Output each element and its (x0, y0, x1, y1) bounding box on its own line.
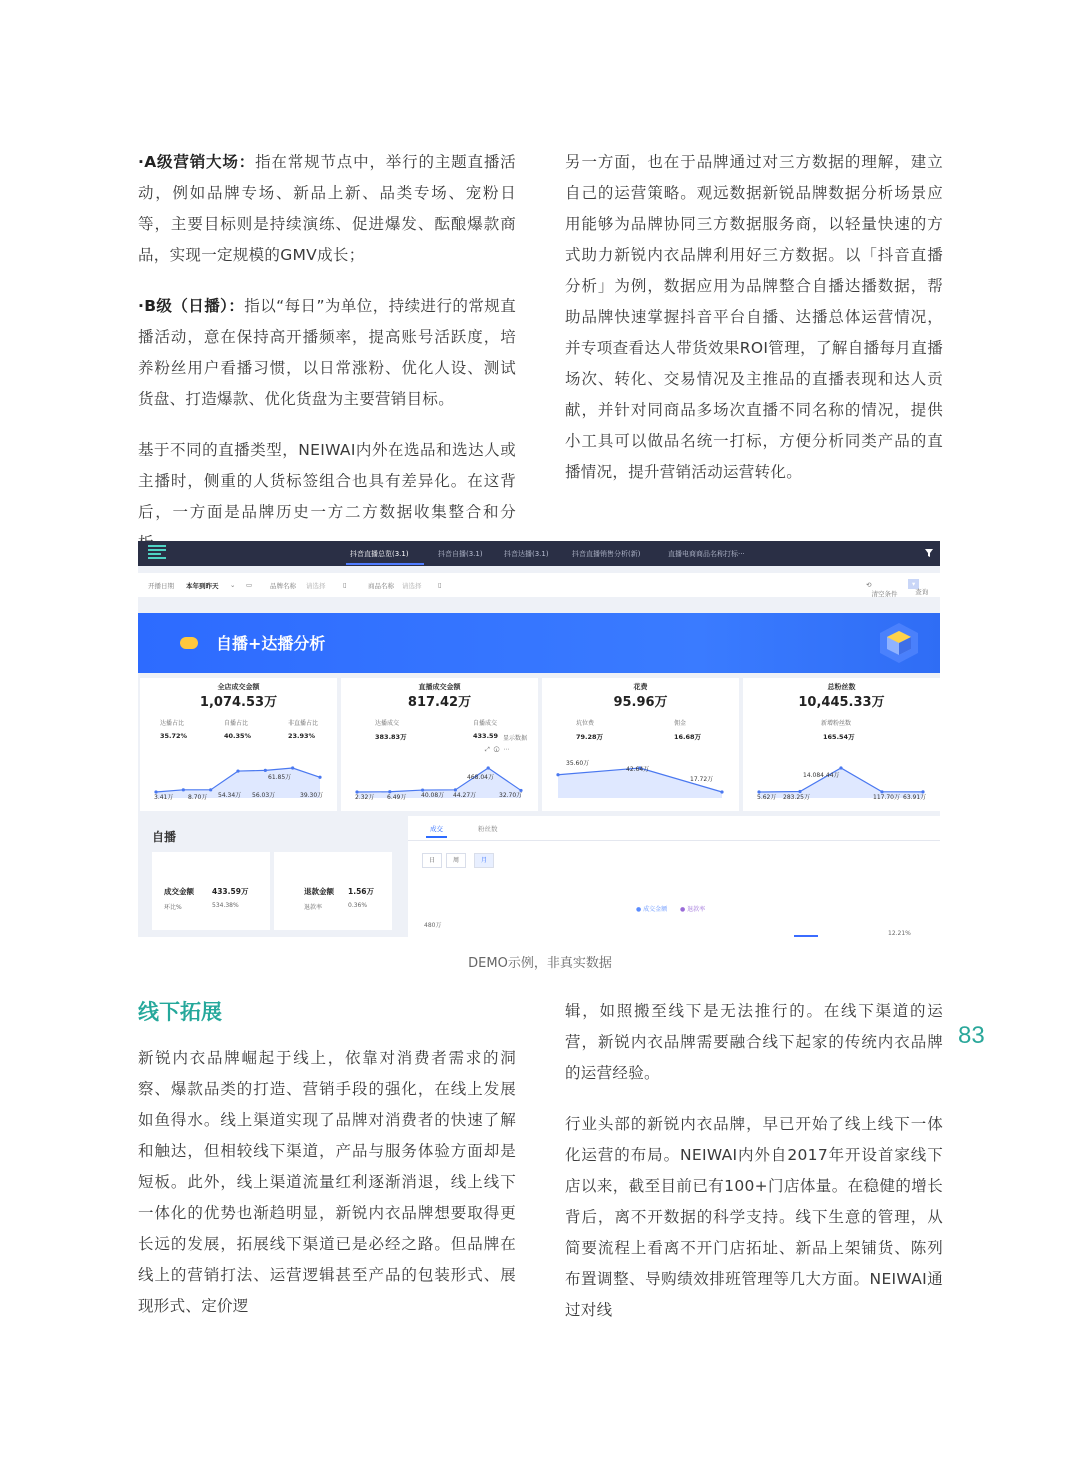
legend-sales-label: 成交金额 (643, 906, 668, 913)
kpi-value: 817.42万 (407, 695, 472, 710)
point-label: 44.27万 (453, 792, 477, 799)
metric-card-refund (274, 852, 392, 930)
right-axis-value: 12.21% (888, 930, 911, 937)
sparkline-point (182, 788, 185, 791)
show-data-label[interactable]: 显示数据 (503, 735, 528, 742)
point-label: 63.91万 (903, 794, 927, 801)
text-column-2 (565, 147, 943, 508)
sparkline-point (318, 776, 321, 779)
active-tab-indicator (346, 563, 424, 565)
point-label: 17.72万 (690, 776, 714, 783)
calendar-icon[interactable]: ▭ (246, 581, 253, 589)
menu-logo-icon[interactable] (148, 545, 166, 561)
kpi-title: 花费 (633, 683, 648, 691)
clear-conditions-label: 清空条件 (871, 590, 898, 598)
date-filter-label: 开播日期 (148, 582, 174, 590)
metric-value: 433.59万 (212, 887, 249, 896)
kpi-sub-label: 非直播占比 (288, 720, 319, 727)
point-label: 42.64万 (626, 766, 650, 773)
banner-title: 自播+达播分析 (216, 634, 326, 653)
kpi-sub-value: 433.59 (473, 732, 499, 740)
tab-sales[interactable]: 成交 (426, 824, 447, 838)
toolbar-icons[interactable]: ⤢ⓘ⋯ (485, 746, 514, 753)
kpi-title: 直播成交金额 (418, 683, 461, 691)
point-label: 56.03万 (252, 792, 276, 799)
point-label: 6.49万 (387, 794, 407, 801)
chevron-down-icon[interactable]: ⌄ (230, 581, 236, 589)
dashboard-filter-bar (138, 573, 940, 597)
legend-sales: ● 成交金额 (636, 906, 668, 913)
kpi-value: 1,074.53万 (199, 695, 278, 710)
tab-douyin-self[interactable]: 抖音自播(3.1) (438, 550, 483, 558)
tab-douyin-talent[interactable]: 抖音达播(3.1) (504, 550, 549, 558)
sparkline-point (839, 766, 842, 769)
kpi-sub-label: 自播占比 (224, 720, 249, 727)
tab-douyin-overview[interactable]: 抖音直播总览(3.1) (350, 550, 409, 558)
sparkline-point (236, 769, 239, 772)
kpi-sub-value: 16.68万 (674, 733, 702, 741)
point-label: 3.41万 (154, 794, 174, 801)
metric-card-sales (152, 852, 270, 930)
metric-sub-value: 0.36% (348, 902, 368, 909)
paragraph-livestream-types: 基于不同的直播类型，NEIWAI内外在选品和选达人或主播时，侧重的人货标签组合也具有差异化。在这背后，一方面是品牌历史一方二方数据收集整合和分 (138, 441, 516, 521)
figure-caption: DEMO示例，非真实数据 (468, 956, 612, 971)
metric-sub-label: 环比% (164, 904, 182, 911)
text-column-4 (565, 996, 943, 1346)
copy-icon[interactable]: ▯ (438, 581, 442, 589)
paragraph-a-level (138, 147, 516, 271)
self-broadcast-title: 自播 (152, 830, 177, 844)
tab-followers[interactable]: 粉丝数 (478, 825, 498, 833)
point-label: 14.084.44万 (803, 772, 840, 779)
point-label: 54.34万 (218, 792, 242, 799)
paragraph-b-level (138, 291, 516, 415)
paragraph-neiwai-stores: 行业头部的新锐内衣品牌，早已开始了线上线下一体化运营的布局。NEIWAI内外自2017年开设首家线下店以来，截至目前已有100+门店体量。在稳健的增长背后，离不开数据的科学支持。线下生意的管理，从简要流程上看离不开门店拓址、新品上架铺货、陈列布置调整、导购绩效排班管理等几大方面。NEIWAI通过对线 (565, 1115, 943, 1319)
trend-panel (408, 816, 940, 937)
query-button[interactable]: ▾ 查询 (908, 579, 919, 589)
legend-refund-label: 退款率 (687, 906, 706, 913)
sparkline-point (556, 773, 559, 776)
section-title: 线下拓展 (138, 1000, 222, 1024)
point-label: 2.32万 (355, 794, 375, 801)
self-broadcast-panel (138, 816, 400, 937)
kpi-card-live-sales (341, 678, 538, 811)
paragraph-offline-operation: 辑，如照搬至线下是无法推行的。在线下渠道的运营，新锐内衣品牌需要融合线下起家的传统内衣品牌的运营经验。 (565, 1002, 943, 1082)
text-column-3 (138, 1043, 516, 1342)
period-month-button[interactable]: 月 (474, 853, 494, 868)
metric-label: 退款金额 (304, 887, 334, 896)
kpi-card-followers (743, 678, 940, 811)
kpi-sub-label: 达播占比 (160, 720, 185, 727)
kpi-sub-label: 达播成交 (375, 720, 400, 727)
kpi-value: 95.96万 (613, 695, 668, 710)
point-label: 468.04万 (467, 774, 494, 781)
kpi-card-spend (542, 678, 739, 811)
point-label: 117.70万 (873, 794, 900, 801)
brand-filter-input[interactable]: 请选择 (306, 582, 326, 590)
kpi-title: 全店成交金额 (217, 683, 260, 691)
query-label: 查询 (915, 588, 929, 596)
divider (408, 840, 940, 841)
bullet-b-level-label: ·B级（日播）： (138, 297, 245, 315)
tab-product-tagging[interactable]: 直播电商商品名称打标··· (668, 550, 745, 558)
dashboard-topbar (138, 541, 940, 566)
product-filter-label: 商品名称 (368, 582, 394, 590)
point-label: 5.62万 (757, 794, 777, 801)
point-label: 40.08万 (421, 792, 445, 799)
kpi-card-total-sales (140, 678, 337, 811)
metric-sub-label: 退款率 (304, 904, 323, 911)
kpi-sub-label: 自播成交 (473, 720, 498, 727)
sparkline-point (720, 790, 723, 793)
kpi-sub-value: 40.35% (224, 732, 252, 740)
legend-refund-rate: ● 退款率 (680, 906, 706, 913)
sparkline-point (291, 766, 294, 769)
bullet-a-level-text: 指在常规节点中，举行的主题直播活动，例如品牌专场、新品上新、品类专场、宠粉日等，主要目标则是持续演练、促进爆发、酝酿爆款商品，实现一定规模的GMV成长； (138, 153, 516, 264)
sparkline-point (487, 766, 490, 769)
brand-filter-label: 品牌名称 (270, 582, 296, 590)
text-column-1 (138, 147, 516, 579)
point-label: 283.25万 (783, 794, 810, 801)
kpi-sub-value: 35.72% (160, 732, 188, 740)
cube-illustration-icon (878, 621, 920, 665)
kpi-sub-value: 165.54万 (823, 733, 855, 741)
kpi-title: 总粉丝数 (827, 683, 856, 691)
clear-conditions-button[interactable]: ⟲ 清空条件 (866, 581, 898, 598)
point-label: 8.70万 (188, 794, 208, 801)
cloud-icon (180, 637, 198, 649)
metric-sub-value: 534.38% (212, 902, 239, 909)
point-label: 32.70万 (499, 792, 523, 799)
period-day-button[interactable]: 日 (422, 853, 442, 868)
kpi-sub-label: 坑位费 (576, 720, 595, 727)
paragraph-third-party-data: 另一方面，也在于品牌通过对三方数据的理解，建立自己的运营策略。观远数据新锐品牌数据分析场景应用能够为品牌协同三方数据服务商，以轻量快速的方式助力新锐内衣品牌利用好三方数据。以「抖音直播分析」为例，数据应用为品牌整合自播达播数据，帮助品牌快速掌握抖音平台自播、达播总体运营情况，并专项查看达人带货效果ROI管理，了解自播每月直播场次、转化、交易情况及主推品的直播表现和达人贡献，并针对同商品多场次直播不同名称的情况，提供小工具可以做品名统一打标，方便分析同类产品的直播情况，提升营销活动运营转化。 (565, 153, 943, 481)
filter-icon[interactable] (924, 548, 934, 558)
point-label: 35.60万 (566, 760, 590, 767)
sparkline-point (264, 769, 267, 772)
bullet-b-level-text: 指以“每日”为单位，持续进行的常规直播活动，意在保持高开播频率，提高账号活跃度，培养粉丝用户看播习惯，以日常涨粉、优化人设、测试货盘、打造爆款、优化货盘为主要营销目标。 (138, 297, 516, 408)
kpi-sub-label: 佣金 (674, 720, 687, 727)
metric-label: 成交金额 (164, 887, 194, 896)
kpi-sub-value: 23.93% (288, 732, 316, 740)
period-week-button[interactable]: 周 (446, 853, 466, 868)
y-axis-tick: 480万 (424, 922, 442, 929)
product-filter-input[interactable]: 请选择 (402, 582, 422, 590)
analysis-banner (138, 613, 940, 673)
kpi-sub-label: 新增粉丝数 (821, 720, 852, 727)
kpi-sub-value: 383.83万 (375, 733, 407, 741)
kpi-value: 10,445.33万 (798, 695, 885, 710)
bullet-a-level-label: ·A级营销大场： (138, 153, 256, 171)
tab-douyin-sales[interactable]: 抖音直播销售分析(新) (572, 550, 641, 558)
point-label: 39.30万 (300, 792, 324, 799)
kpi-sub-value: 79.28万 (576, 733, 604, 741)
date-filter-select[interactable]: 本年到昨天 (186, 582, 219, 590)
sparkline-point (209, 788, 212, 791)
metric-value: 1.56万 (348, 887, 375, 896)
bar-mark (794, 935, 818, 937)
copy-icon[interactable]: ▯ (343, 581, 347, 589)
point-label: 61.85万 (268, 774, 292, 781)
page-number: 83 (958, 1022, 985, 1049)
paragraph-offline-expansion: 新锐内衣品牌崛起于线上，依靠对消费者需求的洞察、爆款品类的打造、营销手段的强化，在线上发展如鱼得水。线上渠道实现了品牌对消费者的快速了解和触达，但相较线下渠道，产品与服务体验方面却是短板。此外，线上渠道流量红利逐渐消退，线上线下一体化的优势也渐趋明显，新锐内衣品牌想要取得更长远的发展，拓展线下渠道已是必经之路。但品牌在线上的营销打法、运营逻辑甚至产品的包装形式、展现形式、定价逻 (138, 1049, 516, 1315)
dashboard-screenshot (138, 541, 940, 937)
